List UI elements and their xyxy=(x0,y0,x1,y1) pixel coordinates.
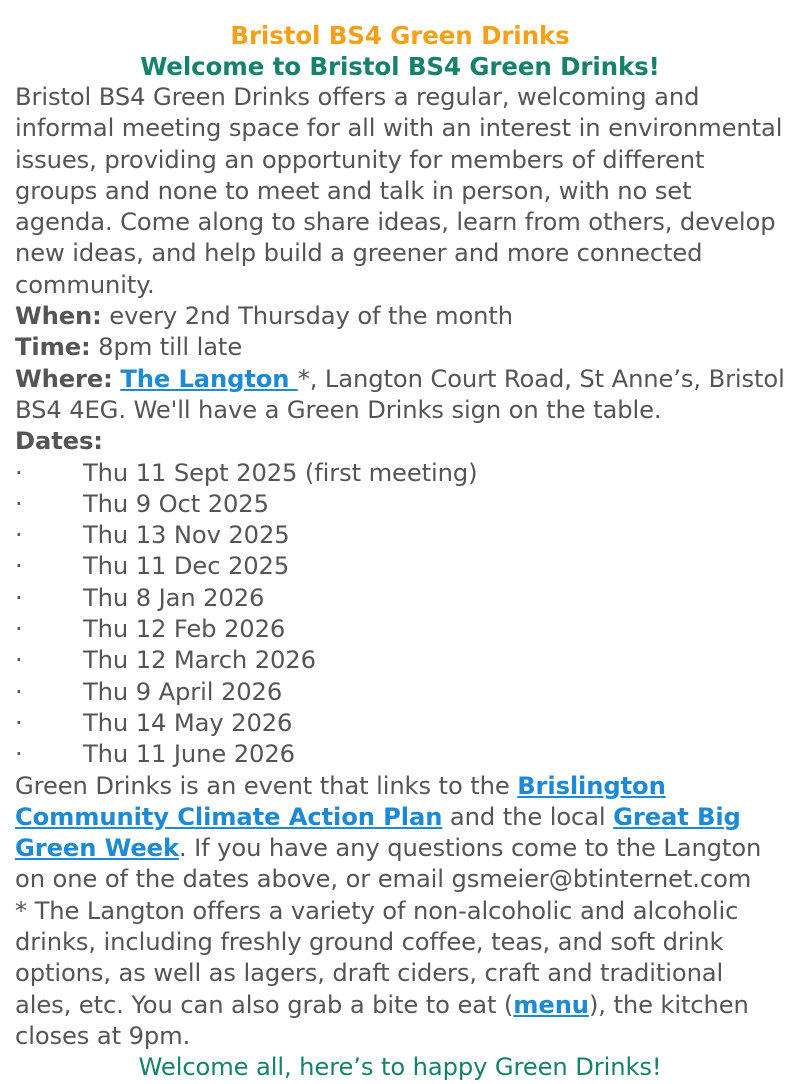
dates-list xyxy=(15,458,785,771)
links-text-1: Green Drinks is an event that links to the xyxy=(15,771,518,800)
note-text-2: ), the kitchen closes at 9pm. xyxy=(15,990,749,1050)
date-text: Thu 13 Nov 2025 xyxy=(83,521,290,550)
date-item xyxy=(15,489,785,520)
note-text-1: * The Langton offers a variety of non-alcoholic and alcoholic drinks, including freshly ground coffee, teas, and soft drink options, as well as lagers, draft ciders, craft and traditional ales, etc. You can also grab a bite to eat ( xyxy=(15,896,739,1019)
date-item xyxy=(15,458,785,489)
where-address: *, Langton Court Road, St Anne’s, Bristol BS4 4EG. We'll have a Green Drinks sign on the table. xyxy=(15,364,785,424)
page-subtitle: Welcome to Bristol BS4 Green Drinks! xyxy=(140,52,660,81)
date-text: Thu 12 Feb 2026 xyxy=(83,615,286,644)
bullet-icon: · xyxy=(15,740,23,769)
date-item xyxy=(15,520,785,551)
links-text-2: and the local xyxy=(442,802,614,831)
date-text: Thu 14 May 2026 xyxy=(83,708,293,737)
when-value: every 2nd Thursday of the month xyxy=(101,302,514,331)
bullet-icon: · xyxy=(15,521,23,550)
great-big-green-week-link[interactable]: Great Big Green Week xyxy=(15,802,741,863)
when-label: When: xyxy=(15,302,102,331)
intro-paragraph: Bristol BS4 Green Drinks offers a regular, welcoming and informal meeting space for all with an interest in environmental issues, providing an opportunity for members of different groups and none to meet and talk in person, with no set agenda. Come along to share ideas, learn from others, develop new ideas, and help build a greener and more connected community. xyxy=(15,83,783,299)
dates-label: Dates: xyxy=(15,427,103,456)
bullet-icon: · xyxy=(15,677,23,706)
time-line xyxy=(15,332,785,363)
bullet-icon: · xyxy=(15,458,23,487)
bullet-icon: · xyxy=(15,615,23,644)
date-item xyxy=(15,677,785,708)
date-text: Thu 12 March 2026 xyxy=(83,646,316,675)
date-text: Thu 9 Oct 2025 xyxy=(83,489,269,518)
date-item xyxy=(15,551,785,582)
date-item xyxy=(15,739,785,770)
closing-line: Welcome all, here’s to happy Green Drinks! xyxy=(138,1053,662,1082)
when-line xyxy=(15,301,785,332)
where-label: Where: xyxy=(15,364,113,393)
time-label: Time: xyxy=(15,333,91,362)
date-text: Thu 11 June 2026 xyxy=(83,740,295,769)
where-line xyxy=(15,364,785,427)
date-item xyxy=(15,645,785,676)
menu-link[interactable]: menu xyxy=(513,990,589,1019)
date-text: Thu 11 Sept 2025 (first meeting) xyxy=(83,458,478,487)
bullet-icon: · xyxy=(15,708,23,737)
date-text: Thu 8 Jan 2026 xyxy=(83,583,265,612)
climate-action-plan-link[interactable]: Brislington Community Climate Action Plan xyxy=(15,771,666,831)
page-title: Bristol BS4 Green Drinks xyxy=(230,21,570,50)
bullet-icon: · xyxy=(15,552,23,581)
langton-note xyxy=(15,896,785,1052)
date-item xyxy=(15,708,785,739)
date-text: Thu 11 Dec 2025 xyxy=(83,552,290,581)
langton-link[interactable]: The Langton xyxy=(120,364,298,393)
date-item xyxy=(15,614,785,645)
links-paragraph xyxy=(15,771,785,896)
date-text: Thu 9 April 2026 xyxy=(83,677,283,706)
time-value: 8pm till late xyxy=(90,333,243,362)
date-item xyxy=(15,583,785,614)
bullet-icon: · xyxy=(15,489,23,518)
links-text-3: . If you have any questions come to the Langton on one of the dates above, or email gsmeier@btinternet.com xyxy=(15,834,762,894)
bullet-icon: · xyxy=(15,646,23,675)
bullet-icon: · xyxy=(15,583,23,612)
